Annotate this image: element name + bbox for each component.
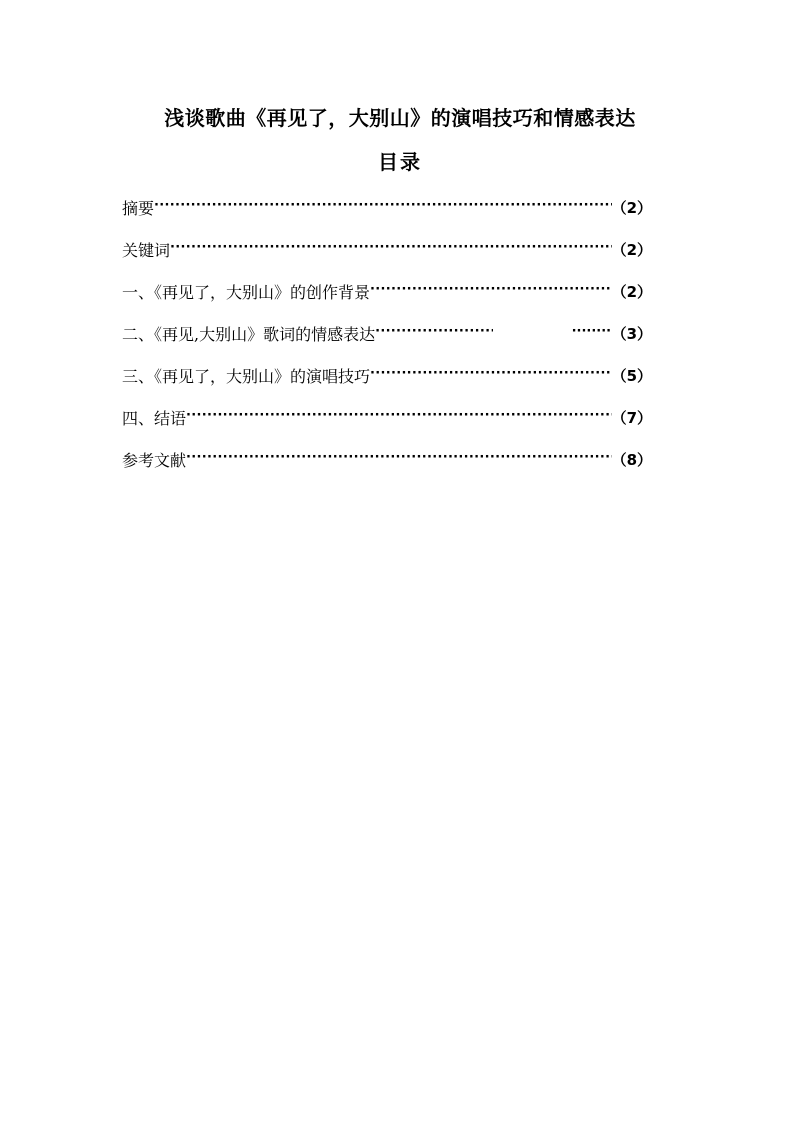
toc-entry-label: 三、《再见了，大别山》的演唱技巧 — [122, 366, 371, 386]
dot-leader — [170, 240, 612, 256]
toc-entry-section-2[interactable] — [122, 312, 652, 354]
toc-entry-label: 四、结语 — [122, 408, 187, 428]
dot-leader — [572, 324, 612, 340]
toc-entry-page-number: （7） — [611, 408, 652, 427]
toc-heading: 目录 — [378, 150, 422, 174]
toc-entry-page-number: （8） — [611, 450, 652, 469]
toc-entry-section-3[interactable] — [122, 354, 652, 396]
document-title: 浅谈歌曲《再见了，大别山》的演唱技巧和情感表达 — [164, 106, 636, 130]
toc-entry-label: 参考文献 — [122, 450, 187, 470]
toc-entry-references[interactable] — [122, 438, 652, 480]
dot-leader — [370, 282, 612, 298]
toc-entry-label: 关键词 — [122, 240, 171, 260]
toc-entry-section-1[interactable] — [122, 270, 652, 312]
toc-entry-section-4[interactable] — [122, 396, 652, 438]
toc-entry-page-number: （2） — [611, 240, 652, 259]
toc-entry-label: 一、《再见了，大别山》的创作背景 — [122, 282, 371, 302]
dot-leader — [186, 408, 612, 424]
toc-entry-page-number: （3） — [611, 324, 652, 343]
dot-leader — [154, 198, 612, 214]
toc-entry-label: 摘要 — [122, 198, 155, 218]
toc-entry-label: 二、《再见,大别山》歌词的情感表达 — [122, 324, 376, 344]
toc-entry-page-number: （5） — [611, 366, 652, 385]
dot-leader — [186, 450, 612, 466]
dot-leader — [370, 366, 612, 382]
toc-entry-page-number: （2） — [611, 282, 652, 301]
toc-entry-page-number: （2） — [611, 198, 652, 217]
dot-leader — [375, 324, 493, 340]
table-of-contents — [122, 186, 652, 480]
toc-entry-keywords[interactable] — [122, 228, 652, 270]
toc-entry-abstract[interactable] — [122, 186, 652, 228]
